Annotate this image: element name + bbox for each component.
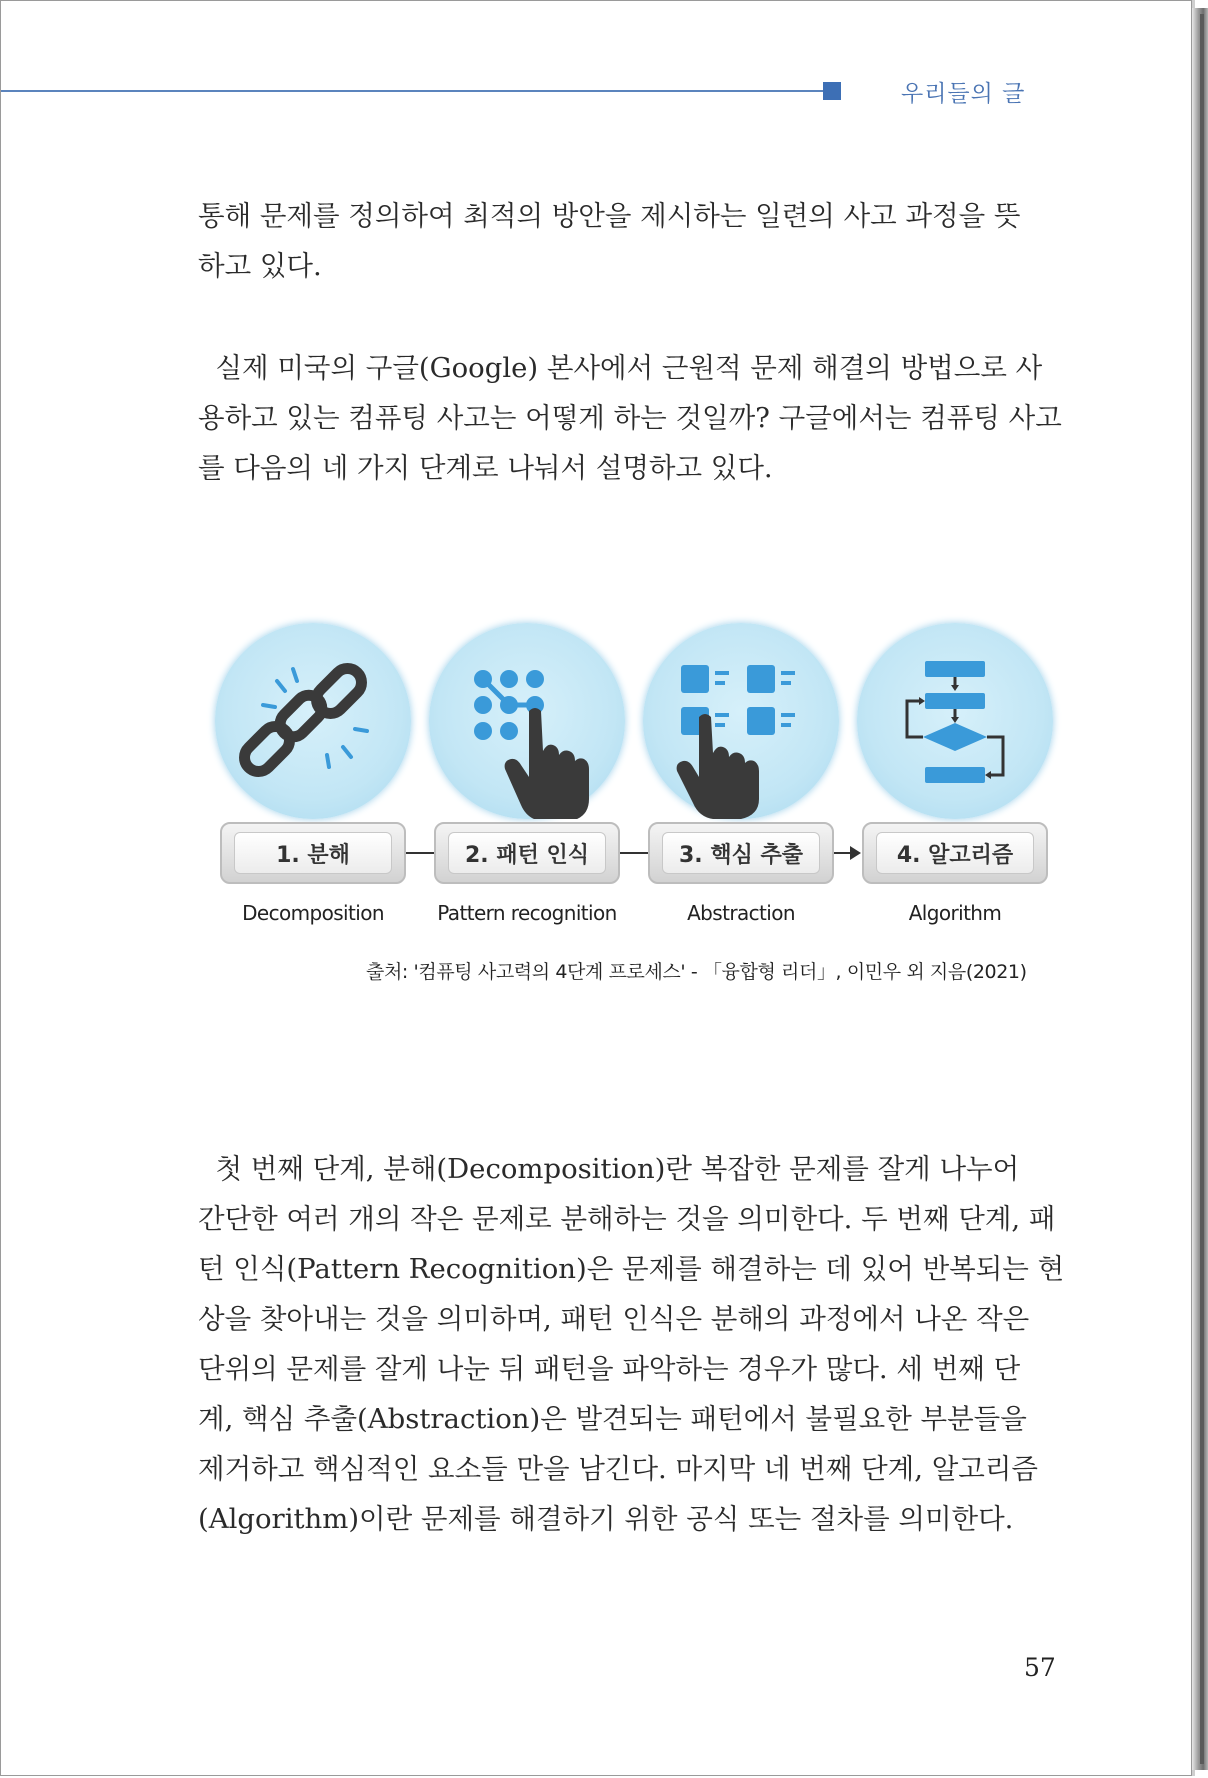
text-line: 상을 찾아내는 것을 의미하며, 패턴 인식은 분해의 과정에서 나온 작은 [198,1303,1030,1335]
step-2-circle [429,623,625,819]
four-steps-figure [211,611,1051,931]
broken-chain-icon [215,623,411,819]
step-4-box [862,822,1048,884]
text-line: 단위의 문제를 잘게 나눈 뒤 패턴을 파악하는 경우가 많다. 세 번째 단 [198,1353,1021,1385]
figure-caption: 출처: '컴퓨팅 사고력의 4단계 프로세스' - 「융합형 리더」, 이민우 외 지음(2021) [366,961,1027,983]
text-line: 용하고 있는 컴퓨팅 사고는 어떻게 하는 것일까? 구글에서는 컴퓨팅 사고 [198,402,1062,434]
text-line: 를 다음의 네 가지 단계로 나눠서 설명하고 있다. [198,452,773,484]
text-line: 통해 문제를 정의하여 최적의 방안을 제시하는 일련의 사고 과정을 뜻 [198,200,1021,232]
text-line: 턴 인식(Pattern Recognition)은 문제를 해결하는 데 있어 반복되는 현 [198,1253,1065,1285]
step-4-label: 4. 알고리즘 [876,832,1034,874]
text-line: 제거하고 핵심적인 요소들 만을 남긴다. 마지막 네 번째 단계, 알고리즘 [198,1453,1038,1485]
step-4-circle [857,623,1053,819]
arrow-right-icon [850,846,861,860]
step-1-box [220,822,406,884]
paragraph-intro [198,191,1058,291]
step-2-label: 2. 패턴 인식 [448,832,606,874]
step-1-circle [215,623,411,819]
text-line: (Algorithm)이란 문제를 해결하기 위한 공식 또는 절차를 의미한다. [198,1503,1014,1535]
step-3-label: 3. 핵심 추출 [662,832,820,874]
step-1-label: 1. 분해 [234,832,392,874]
step-3-english: Abstraction [687,901,795,925]
step-4-english: Algorithm [908,901,1002,925]
text-line: 실제 미국의 구글(Google) 본사에서 근원적 문제 해결의 방법으로 사 [198,352,1043,384]
connector-1-2 [406,852,434,854]
flowchart-icon [857,623,1053,819]
step-2-box [434,822,620,884]
step-1-english: Decomposition [242,901,384,925]
text-line: 계, 핵심 추출(Abstraction)은 발견되는 패턴에서 불필요한 부분들을 [198,1403,1027,1435]
text-line: 간단한 여러 개의 작은 문제로 분해하는 것을 의미한다. 두 번째 단계, 패 [198,1203,1056,1235]
step-3-box [648,822,834,884]
text-line: 첫 번째 단계, 분해(Decomposition)란 복잡한 문제를 잘게 나누어 [198,1153,1020,1185]
running-header: 우리들의 글 [901,81,1026,107]
step-2-english: Pattern recognition [437,901,617,925]
page-stack-shadow [1200,14,1204,1764]
pattern-grid-hand-icon [429,623,625,819]
step-3-circle [643,623,839,819]
header-marker [823,82,841,100]
header-rule [1,90,831,92]
text-line: 하고 있다. [198,250,322,282]
grid-select-hand-icon [643,623,839,819]
connector-2-3 [620,852,648,854]
paragraph-google [198,343,1062,493]
paragraph-steps [198,1144,1065,1544]
page-number: 57 [1024,1653,1056,1682]
